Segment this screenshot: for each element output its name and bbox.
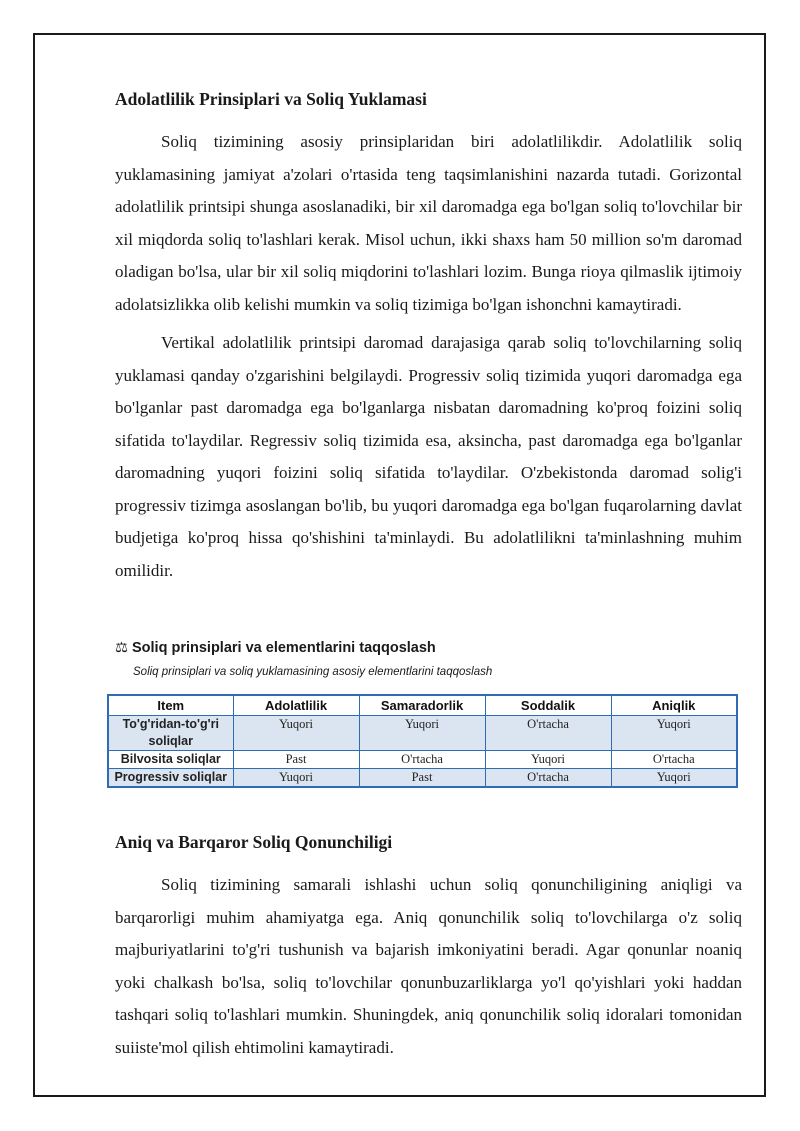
section-fairness: [115, 88, 742, 587]
table-cell: Yuqori: [233, 716, 359, 751]
table-header-row: [108, 695, 737, 716]
table-cell: O'rtacha: [485, 769, 611, 788]
table-cell: Past: [233, 751, 359, 769]
section-legislation: [115, 831, 742, 1064]
table-cell: Yuqori: [485, 751, 611, 769]
paragraph: Soliq tizimining asosiy prinsiplaridan biri adolatlilikdir. Adolatlilik soliq yuklamasining jamiyat a'zolari o'rtasida teng taqsimlanishini nazarda tutadi. Gorizontal adolatlilik printsipi shunga asoslanadiki, bir xil daromadga ega bo'lgan soliq to'lovchilar bir xil miqdorda soliq to'lashlari kerak. Misol uchun, ikki shaxs ham 50 million so'm daromad oladigan bo'lsa, ular bir xil soliq miqdorini to'lashlari lozim. Bunga rioya qilmaslik ijtimoiy adolatsizlikka olib kelishi mumkin va soliq tizimiga bo'lgan ishonchni kamaytiradi.: [115, 132, 742, 314]
paragraph: Soliq tizimining samarali ishlashi uchun soliq qonunchiligining aniqligi va barqarorligi muhim ahamiyatga ega. Aniq qonunchilik soliq to'lovchilarga o'z soliq majburiyatlarini to'g'ri tushunish va bajarish imkoniyatini beradi. Agar qonunlar noaniq yoki chalkash bo'lsa, soliq to'lovchilar qonunbuzarliklarga yo'l qo'yishlari yoki haddan tashqari soliq to'lashlari mumkin. Shuningdek, aniq qonunchilik soliq idoralari tomonidan suiiste'mol qilish ehtimolini kamaytiradi.: [115, 875, 742, 1057]
column-header: Aniqlik: [611, 695, 737, 716]
section-heading: Adolatlilik Prinsiplari va Soliq Yuklamasi: [115, 89, 427, 109]
comparison-table: [107, 694, 738, 788]
table-cell: O'rtacha: [359, 751, 485, 769]
column-header: Item: [108, 695, 233, 716]
column-header: Adolatlilik: [233, 695, 359, 716]
table-cell: Past: [359, 769, 485, 788]
table-caption: [115, 640, 436, 656]
table-cell: Yuqori: [611, 769, 737, 788]
row-label: Progressiv soliqlar: [108, 769, 233, 788]
table-cell: O'rtacha: [611, 751, 737, 769]
table-cell: O'rtacha: [485, 716, 611, 751]
table-row: [108, 716, 737, 751]
row-label: Bilvosita soliqlar: [108, 751, 233, 769]
section-heading: Aniq va Barqaror Soliq Qonunchiligi: [115, 832, 393, 852]
table-row: [108, 751, 737, 769]
row-label: To'g'ridan-to'g'ri soliqlar: [108, 716, 233, 751]
paragraph: Vertikal adolatlilik printsipi daromad darajasiga qarab soliq to'lovchilarning soliq yuklamasi qanday o'zgarishini belgilaydi. Progressiv soliq tizimida yuqori daromadga ega bo'lganlar past daromadga ega bo'lganlarga nisbatan daromadning ko'proq foizini soliq sifatida to'laydilar. Regressiv soliq tizimida esa, aksincha, past daromadga ega bo'lganlar daromadning yuqori foizini soliq sifatida to'laydilar. O'zbekistonda daromad solig'i progressiv tizimga asoslangan bo'lib, bu yuqori daromadga ega bo'lgan fuqarolarning davlat budjetiga ko'proq hissa qo'shishini ta'minlaydi. Bu adolatlilikni ta'minlashning muhim omilidir.: [115, 333, 742, 580]
scale-icon: ⚖: [115, 640, 128, 656]
column-header: Soddalik: [485, 695, 611, 716]
table-cell: Yuqori: [611, 716, 737, 751]
table-row: [108, 769, 737, 788]
table-subcaption: Soliq prinsiplari va soliq yuklamasining asosiy elementlarini taqqoslash: [133, 666, 493, 678]
table-cell: Yuqori: [359, 716, 485, 751]
column-header: Samaradorlik: [359, 695, 485, 716]
table-cell: Yuqori: [233, 769, 359, 788]
table-caption-text: Soliq prinsiplari va elementlarini taqqoslash: [132, 640, 436, 656]
